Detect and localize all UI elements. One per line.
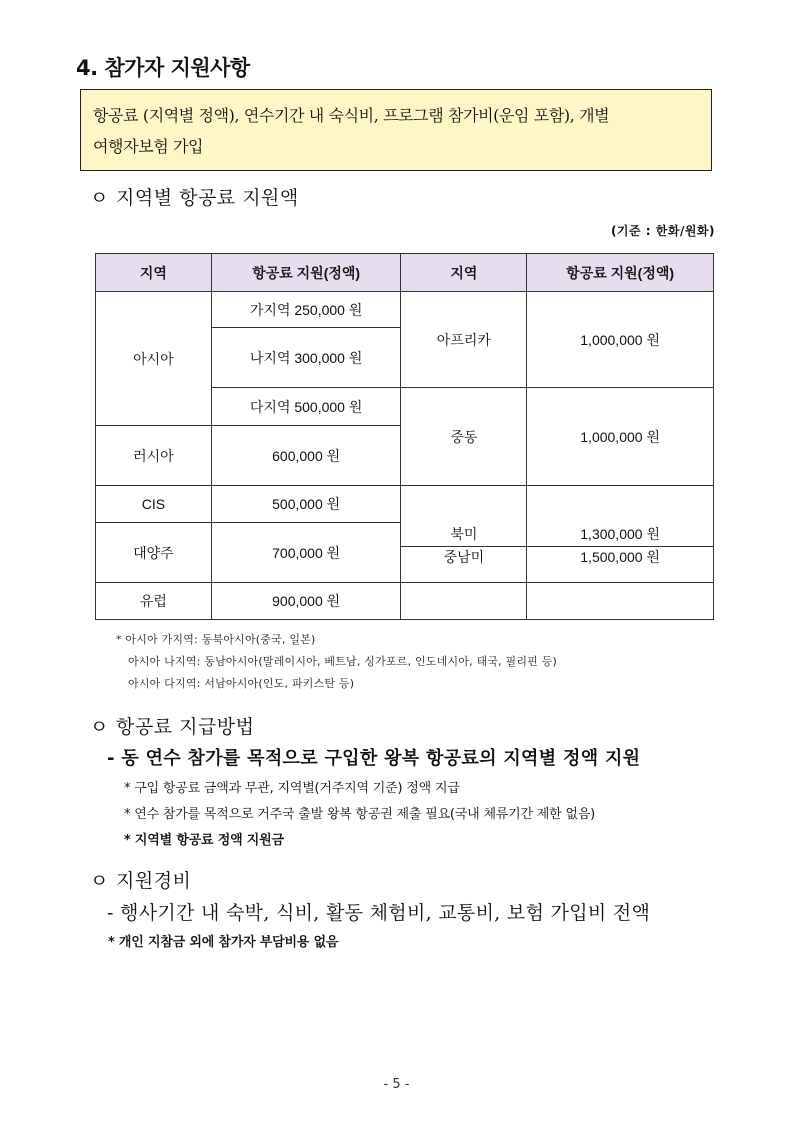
currency-unit-note: (기준 : 한화/원화) — [610, 224, 715, 238]
airfare-table — [95, 253, 714, 620]
support-summary-line: 항공료 (지역별 정액), 연수기간 내 숙식비, 프로그램 참가비(운임 포함), 개별 — [93, 106, 610, 125]
table-row — [96, 583, 714, 620]
header-region: 지역 — [401, 254, 527, 292]
table-row — [96, 292, 714, 328]
region-russia: 러시아 — [96, 426, 212, 486]
fare-asia-na: 나지역 300,000 원 — [211, 328, 401, 388]
header-airfare: 항공료 지원(정액) — [527, 254, 714, 292]
payment-note: * 구입 항공료 금액과 무관, 지역별(거주지역 기준) 정액 지급 — [124, 781, 460, 796]
region-north-america: 북미 — [401, 486, 527, 583]
payment-note: * 연수 참가를 목적으로 거주국 출발 왕복 항공권 제출 필요(국내 체류기간 제한 없음) — [124, 807, 596, 822]
fare-cis: 500,000 원 — [211, 486, 401, 523]
region-europe: 유럽 — [96, 583, 212, 620]
footnote-asia-na: 아시아 나지역: 동남아시아(말레이시아, 베트남, 싱가포르, 인도네시아, 태국, 필리핀 등) — [128, 655, 558, 668]
support-summary-line: 여행자보험 가입 — [93, 137, 204, 156]
table-divider — [401, 546, 714, 547]
fare-europe: 900,000 원 — [211, 583, 401, 620]
table-row — [96, 486, 714, 523]
section-airfare-amount — [90, 183, 299, 210]
section-airfare-payment — [90, 712, 255, 739]
fare-north-america: 1,300,000 원 — [527, 486, 714, 583]
fare-latin-america: 1,500,000 원 — [527, 547, 714, 584]
payment-method-main: - 동 연수 참가를 목적으로 구입한 왕복 항공료의 지역별 정액 지원 — [107, 748, 641, 769]
header-region: 지역 — [96, 254, 212, 292]
page-title: 4. 참가자 지원사항 — [76, 56, 250, 80]
footnote-asia-ga: * 아시아 가지역: 동북아시아(중국, 일본) — [116, 633, 316, 646]
section-title: 지원경비 — [116, 870, 192, 892]
footnote-asia-da: 아시아 다지역: 서남아시아(인도, 파키스탄 등) — [128, 677, 355, 690]
region-middle-east: 중동 — [401, 388, 527, 486]
fare-middle-east: 1,000,000 원 — [527, 388, 714, 486]
table-header-row — [96, 254, 714, 292]
payment-note-bold: * 지역별 항공료 정액 지원금 — [124, 833, 284, 848]
region-latin-america: 중남미 — [401, 547, 527, 584]
page-number: - 5 - — [383, 1077, 410, 1092]
fare-russia: 600,000 원 — [211, 426, 401, 486]
fare-oceania: 700,000 원 — [211, 523, 401, 583]
section-support-expenses — [90, 866, 191, 893]
support-expenses-main: - 행사기간 내 숙박, 식비, 활동 체험비, 교통비, 보험 가입비 전액 — [107, 902, 651, 924]
fare-asia-ga: 가지역 250,000 원 — [211, 292, 401, 328]
region-asia: 아시아 — [96, 292, 212, 426]
section-bullet: ㅇ — [90, 716, 109, 738]
header-airfare: 항공료 지원(정액) — [211, 254, 401, 292]
section-title: 항공료 지급방법 — [116, 716, 255, 738]
region-africa: 아프리카 — [401, 292, 527, 388]
region-cis: CIS — [96, 486, 212, 523]
section-bullet: ㅇ — [90, 870, 109, 892]
section-title: 지역별 항공료 지원액 — [116, 187, 299, 209]
region-oceania: 대양주 — [96, 523, 212, 583]
support-expenses-note: * 개인 지참금 외에 참가자 부담비용 없음 — [108, 935, 339, 950]
fare-africa: 1,000,000 원 — [527, 292, 714, 388]
support-summary-box — [80, 89, 712, 171]
fare-asia-da: 다지역 500,000 원 — [211, 388, 401, 426]
section-bullet: ㅇ — [90, 187, 109, 209]
